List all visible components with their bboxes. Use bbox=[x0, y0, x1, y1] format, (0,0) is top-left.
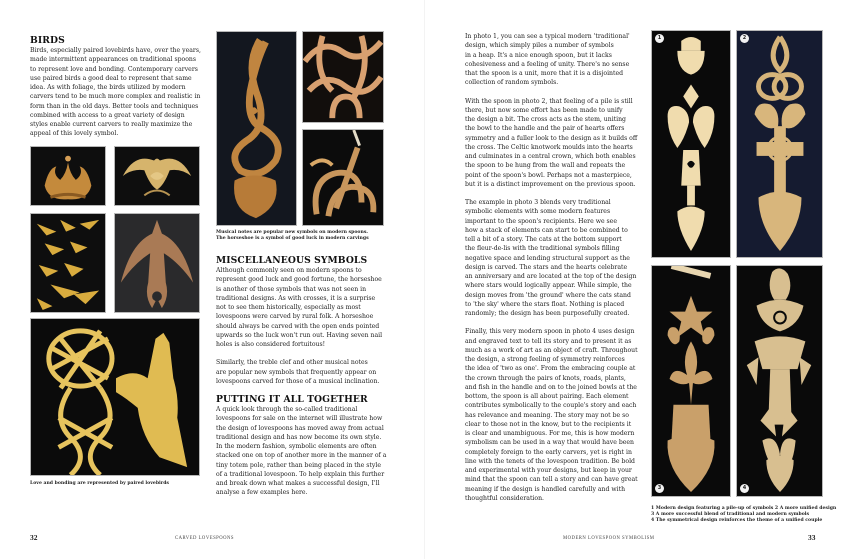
putting-together-body: A quick look through the so-called traditional lovespoons for sale on the internet will illustrate how the design of lovespoons has moved away from actual traditional design and has now become its own style. In the modern fashion, symbolic elements are often stacked one on top of another more in the manner of a tiny totem pole, rather than being placed in the style of a traditional lovespoon. To help explain this further and break down what makes a successful design, I'll analyse a few examples here. bbox=[216, 406, 387, 497]
right-text-column bbox=[465, 32, 663, 503]
spoon-photo-2 bbox=[736, 30, 823, 258]
misc-symbols-body: Although commonly seen on modern spoons to represent good luck and good fortune, the horseshoe is another of those symbols that was not seen in traditional designs. As with crosses, it is a surprise not to see them historically, especially as most lovespoons were carved by rural folk. A horseshoe should always be carved with the open ends pointed upwards so the luck won't run out. Having seven nail holes is also considered fortuitous! bbox=[216, 267, 383, 348]
paragraph-photo-4: Finally, this very modern spoon in photo 4 uses design and engraved text to tell its story and to present it as much as a work of art as an object of craft. Throughout the design, a strong feeling of symmetry reinforces the idea of 'two as one'. From the embracing couple at the crown through the pairs of knots, roads, plants, and fish in the handle and on to the joined bowls at the bottom, the spoon is all about pairing. Each element contributes symbolically to the couple's story and each has relevance and meaning. The story may not be so clear to those not in the know, but to the recipients it is clear and unambiguous. For me, this is how modern symbolism can be used in a way that would have been completely foreign to the early carvers, yet is right in line with the tenets of the lovespoon tradition. Be bold and experimental with your designs, but keep in your mind that the spoon can tell a story and can have great meaning if the design is handled carefully and with thoughtful consideration. bbox=[465, 328, 638, 502]
left-page-number: 32 bbox=[30, 533, 38, 542]
paragraph-photo-3: The example in photo 3 blends very traditional symbolic elements with some modern features important to the spoon's recipients. Here we see how a stack of elements can start to be combined to tell a bit of a story. The cats at the bottom support the fleur-de-lis with the traditional symbols filling negative space and lending structural support as the design is carved. The stars and the hearts celebrate an anniversary and are located at the top of the design where stars would logically appear. While simple, the design moves from 'the ground' where the cats stand to 'the sky' where the stars float. Nothing is placed randomly; the design has been purposefully created. bbox=[465, 199, 637, 317]
birds-heading: BIRDS bbox=[30, 35, 65, 46]
photo-hummingbird-knot bbox=[30, 318, 200, 476]
misc-symbols-heading: MISCELLANEOUS SYMBOLS bbox=[216, 255, 368, 266]
birds-section bbox=[30, 35, 210, 139]
misc-symbols-body-2: Similarly, the treble clef and other musical notes are popular new symbols that frequently appear on lovespoons carved for those of a musical inclination. bbox=[216, 359, 380, 385]
photo-paired-birds bbox=[30, 146, 106, 206]
right-running-head: MODERN LOVESPOON SYMBOLISM bbox=[563, 536, 655, 541]
paragraph-photo-2: With the spoon in photo 2, that feeling of a pile is still there, but now some effort has been made to unify the design a bit. The cross acts as the stem, uniting the bowl to the handle and the pair of hearts offers symmetry and a fuller look to the design as it builds off the cross. The Celtic knotwork moulds into the hearts and culminates in a central crown, which both enables the spoon to be hung from the wall and repeats the point of the spoon's bowl. Perhaps not a masterpiece, but it is a distinct improvement on the previous spoon. bbox=[465, 97, 638, 188]
left-running-head: CARVED LOVESPOONS bbox=[175, 536, 235, 541]
photo-swallow bbox=[114, 213, 200, 313]
photo-number-badge-4: 4 bbox=[740, 484, 749, 493]
birds-body: Birds, especially paired lovebirds have, over the years, made intermittent appearances on traditional spoons to represent love and bonding. Contemporary carvers use paired birds a good deal to represent that same idea. As with foliage, the birds utilized by modern carvers tend to be much more complex and realistic in form than in the old days. Better tools and techniques combined with access to a great variety of design styles enable current carvers to really maximize the appeal of this lovely symbol. bbox=[30, 47, 201, 138]
putting-together-section bbox=[216, 394, 416, 498]
photo-kissing-lovebirds bbox=[114, 146, 200, 206]
right-page bbox=[425, 0, 850, 559]
photo-number-badge-2: 2 bbox=[740, 34, 749, 43]
photo-flock-of-birds bbox=[30, 213, 106, 313]
photo-number-badge-3: 3 bbox=[655, 484, 664, 493]
paragraph-photo-1: In photo 1, you can see a typical modern 'traditional' design, which simply piles a number of symbols in a heap. It's a nice enough spoon, but it lacks cohesiveness and a feeling of unity. There's no sense that the spoon is a unit, more that it is a disjointed collection of random symbols. bbox=[465, 33, 630, 87]
spoon-photo-4 bbox=[736, 265, 823, 497]
photo-knotwork-horseshoe bbox=[302, 31, 384, 123]
putting-together-heading: PUTTING IT ALL TOGETHER bbox=[216, 394, 368, 405]
photo-treble-clef-spoon bbox=[216, 31, 297, 226]
spoon-photo-1 bbox=[651, 30, 731, 258]
spoon-photo-3 bbox=[651, 265, 731, 497]
right-page-number: 33 bbox=[808, 533, 816, 542]
spoon-photos-caption: 1 Modern design featuring a pile-up of symbols 2 A more unified design 3 A more successful blend of traditional and modern symbols 4 The symmetrical design reinforces the theme of a unified couple bbox=[651, 506, 837, 524]
music-horseshoe-caption: Musical notes are popular new symbols on modern spoons. The horseshoe is a symbol of good luck in modern carvings bbox=[216, 230, 369, 242]
misc-symbols-section bbox=[216, 255, 411, 386]
photo-horseshoe-pendant bbox=[302, 129, 384, 226]
photo-number-badge-1: 1 bbox=[655, 34, 664, 43]
birds-caption: Love and bonding are represented by paired lovebirds bbox=[30, 481, 170, 486]
